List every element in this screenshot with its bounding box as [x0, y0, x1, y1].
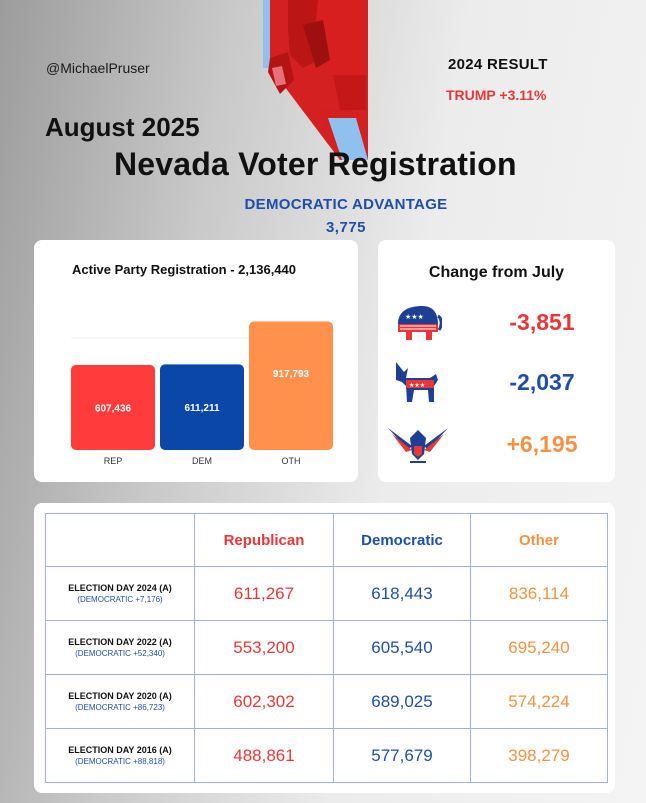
category-label: OTH: [281, 456, 301, 466]
row-label: [46, 621, 195, 675]
cell-democratic: 605,540: [334, 621, 471, 675]
table-header-democratic: Democratic: [334, 514, 471, 567]
row-margin: (DEMOCRATIC +52,340): [75, 649, 165, 658]
advantage-label: DEMOCRATIC ADVANTAGE: [244, 196, 448, 213]
bar-value-label: 917,793: [272, 368, 310, 380]
cell-democratic: 689,025: [334, 675, 471, 729]
result-value: TRUMP +3.11%: [446, 87, 547, 103]
table-row: [46, 675, 608, 729]
table-header-republican: Republican: [195, 514, 334, 567]
bar-value-label: 611,211: [184, 403, 220, 415]
table-header-row: [46, 514, 608, 567]
change-value-other: +6,195: [506, 431, 578, 457]
republican-elephant-icon: [392, 302, 442, 346]
cell-other: 398,279: [471, 729, 608, 783]
cell-other: 836,114: [471, 567, 608, 621]
change-title: Change from July: [428, 264, 565, 281]
row-margin: (DEMOCRATIC +88,818): [75, 757, 165, 766]
table-row: [46, 621, 608, 675]
change-value-republican: -3,851: [509, 309, 575, 335]
row-title: ELECTION DAY 2024 (A): [68, 583, 172, 593]
report-date: August 2025: [45, 112, 200, 142]
advantage-value: 3,775: [325, 219, 367, 236]
table-header-other: Other: [471, 514, 608, 567]
cell-republican: 611,267: [195, 567, 334, 621]
cell-republican: 488,861: [195, 729, 334, 783]
result-title: 2024 RESULT: [448, 56, 548, 73]
registration-bar-chart: [34, 290, 358, 475]
cell-other: 574,224: [471, 675, 608, 729]
row-title: ELECTION DAY 2020 (A): [68, 691, 172, 701]
page-title: Nevada Voter Registration: [114, 146, 517, 182]
democratic-donkey-icon: [392, 360, 442, 406]
row-title: ELECTION DAY 2016 (A): [68, 745, 172, 755]
change-value-democratic: -2,037: [509, 369, 575, 395]
history-table: [45, 513, 608, 783]
cell-republican: 602,302: [195, 675, 334, 729]
category-label: DEM: [192, 456, 212, 466]
row-label: [46, 729, 195, 783]
cell-other: 695,240: [471, 621, 608, 675]
chart-title: Active Party Registration - 2,136,440: [72, 262, 296, 277]
row-label: [46, 675, 195, 729]
table-row: [46, 567, 608, 621]
svg-text:★★★: ★★★: [405, 313, 424, 321]
bar-oth: [249, 322, 333, 450]
author-handle: @MichaelPruser: [46, 60, 150, 76]
row-label: [46, 567, 195, 621]
bar-value-label: 607,436: [94, 403, 132, 415]
eagle-icon: [386, 420, 450, 468]
category-label: REP: [103, 456, 123, 466]
table-row: [46, 729, 608, 783]
cell-democratic: 618,443: [334, 567, 471, 621]
row-margin: (DEMOCRATIC +86,723): [75, 703, 165, 712]
row-title: ELECTION DAY 2022 (A): [68, 637, 172, 647]
nevada-county-map: [258, 0, 368, 160]
svg-text:★★★: ★★★: [409, 382, 426, 389]
cell-republican: 553,200: [195, 621, 334, 675]
table-header-blank: [46, 514, 195, 567]
cell-democratic: 577,679: [334, 729, 471, 783]
row-margin: (DEMOCRATIC +7,176): [77, 595, 163, 604]
